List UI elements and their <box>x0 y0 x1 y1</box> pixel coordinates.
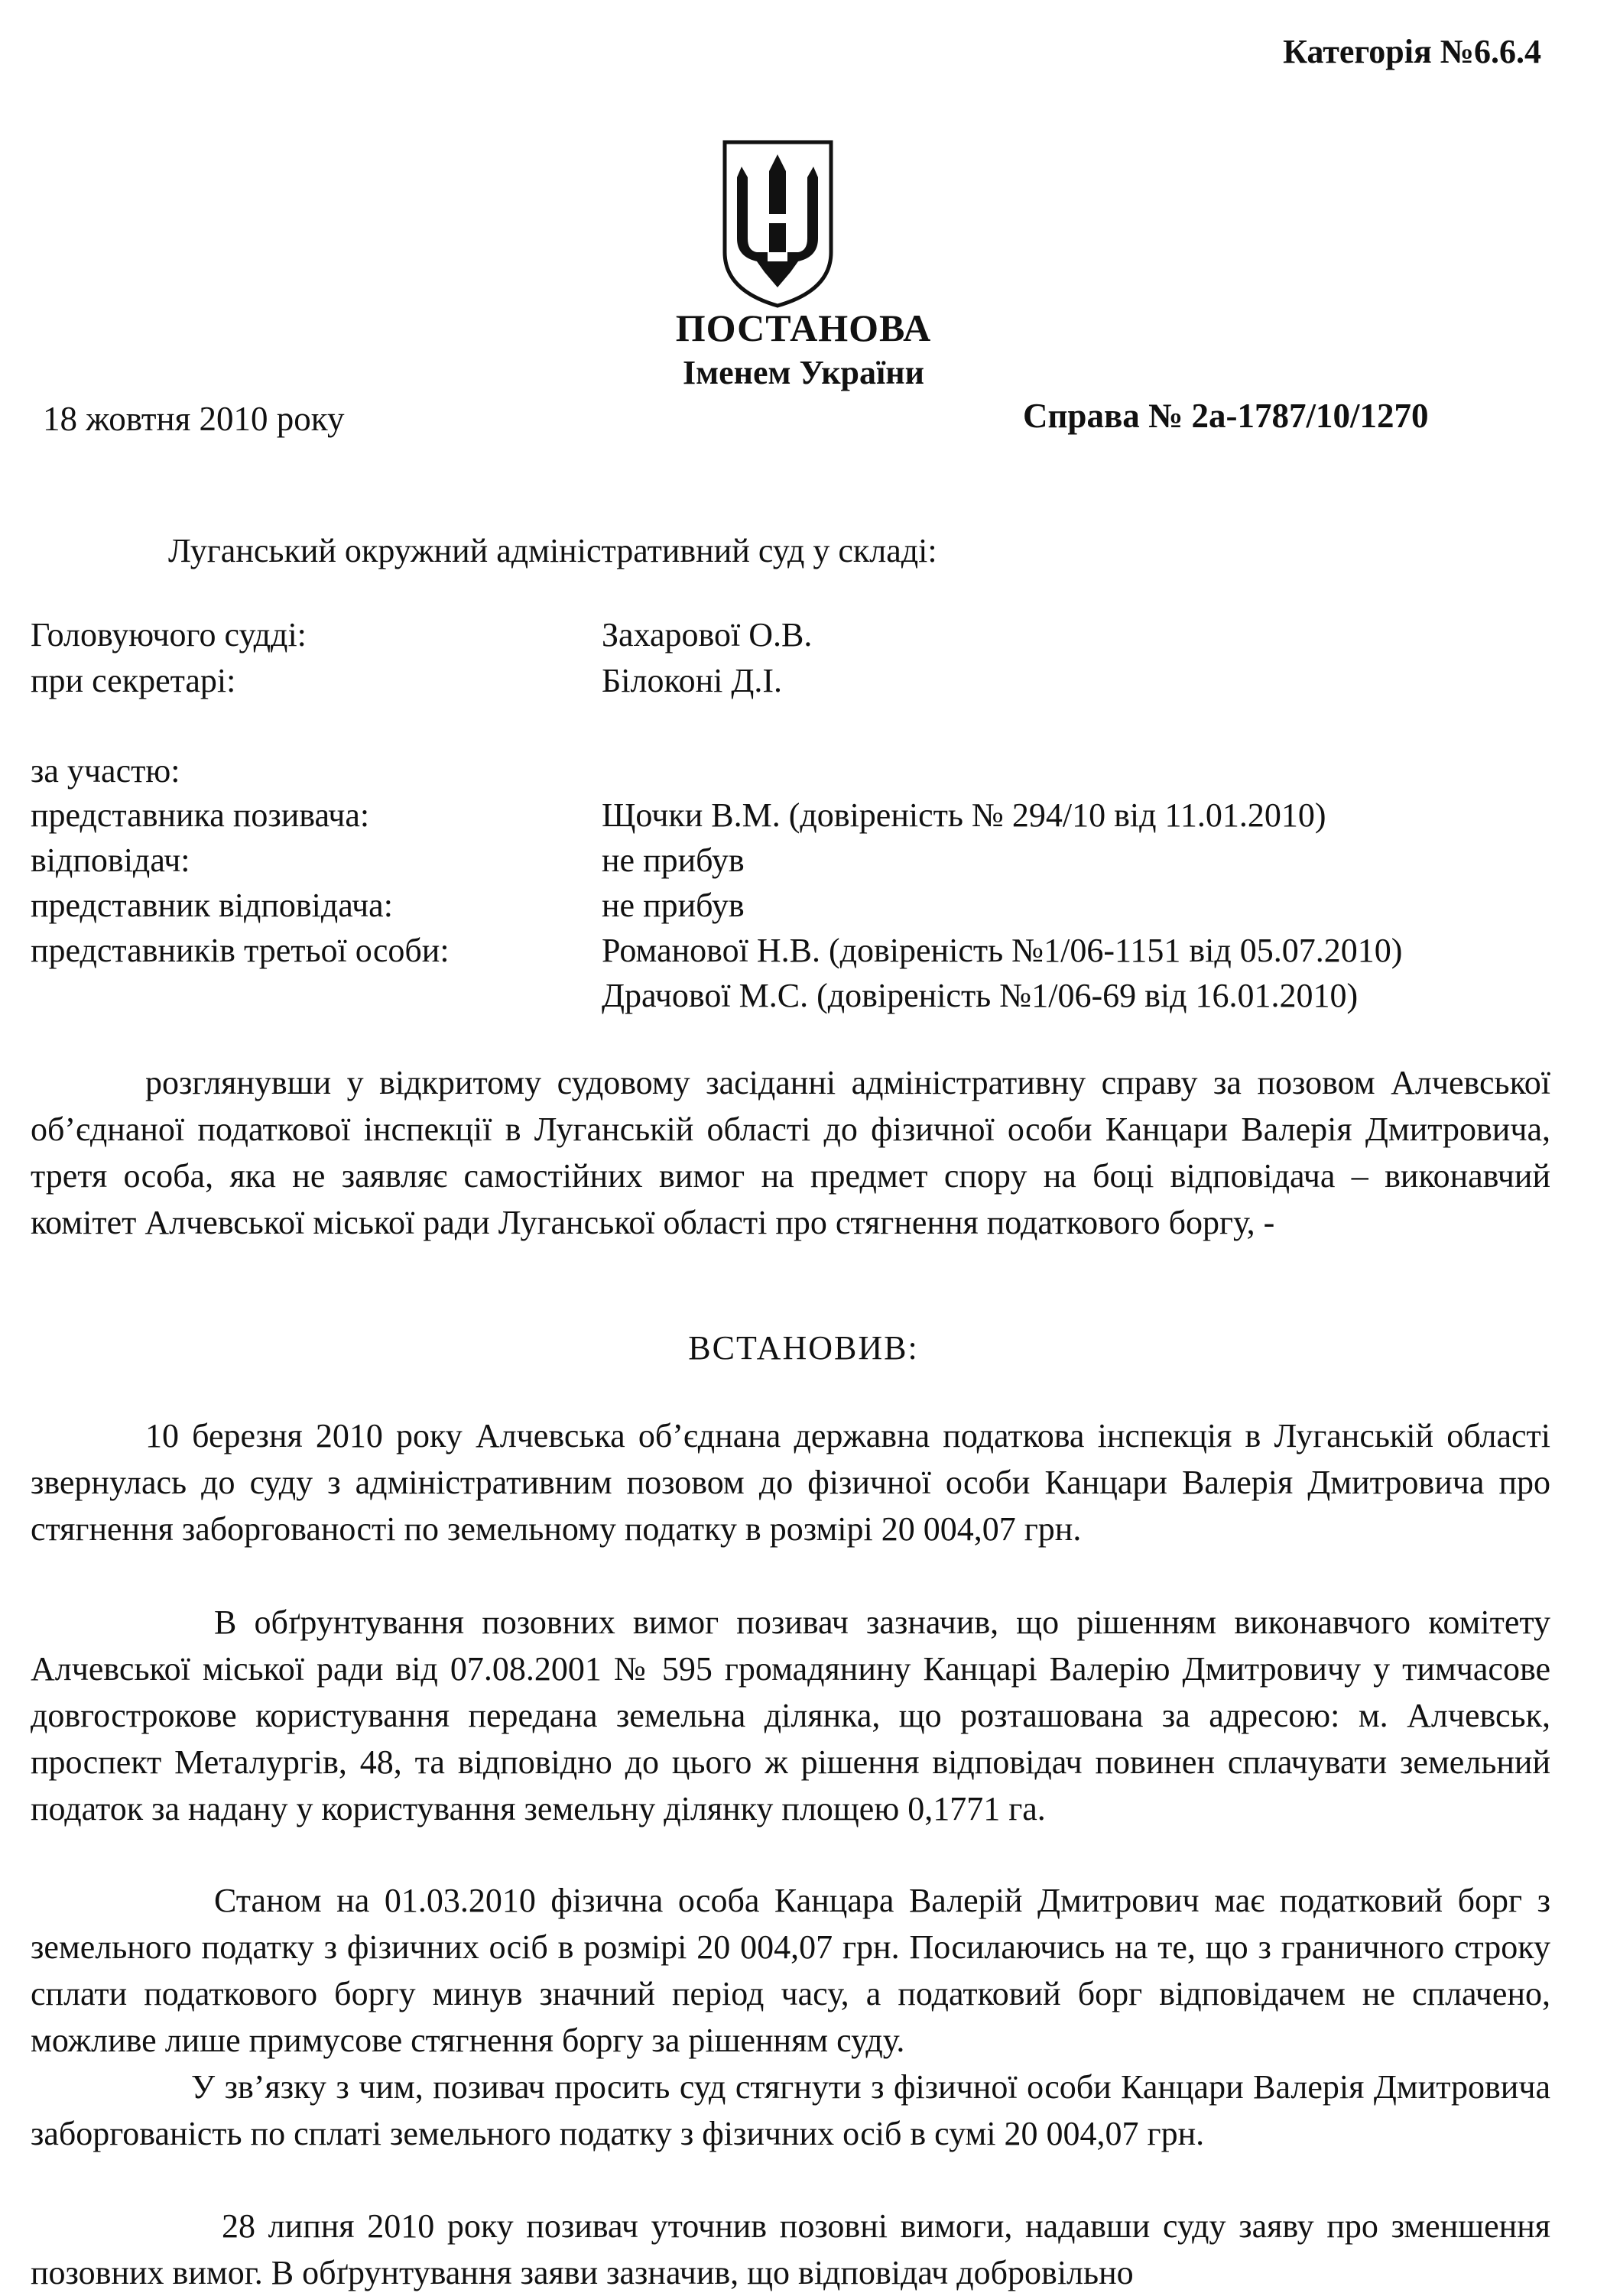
presiding-value: Захарової О.В. <box>602 616 813 653</box>
established-heading: ВСТАНОВИВ: <box>688 1329 919 1367</box>
presiding-label: Головуючого судді: <box>31 616 307 653</box>
paragraph-1: 10 березня 2010 року Алчевська об’єднана державна податкова інспекція в Луганській області звернулась до суду з адміністративним позовом до фізичної особи Канцари Валерія Дмитровича про стягнення заборгованості по земельному податку в розмірі 20 004,07 грн. <box>31 1417 1550 1548</box>
third-party-value-1: Романової Н.В. (довіреність №1/06-1151 від 05.07.2010) <box>602 932 1403 969</box>
category-label: Категорія №6.6.4 <box>1283 33 1541 70</box>
paragraph-5: 28 липня 2010 року позивач уточнив позовні вимоги, надавши суду заяву про зменшення позовних вимог. В обґрунтування заяви зазначив, що відповідач добровільно <box>31 2207 1550 2291</box>
defendant-rep-label: представник відповідача: <box>31 887 393 924</box>
court-composition: Луганський окружний адміністративний суд у складі: <box>168 532 937 569</box>
secretary-value: Білоконі Д.І. <box>602 662 783 699</box>
document-subtitle: Іменем України <box>683 354 924 391</box>
plaintiff-rep-value: Щочки В.М. (довіреність № 294/10 від 11.01.2010) <box>602 796 1326 834</box>
paragraph-3: Станом на 01.03.2010 фізична особа Канцара Валерій Дмитрович має податковий борг з земельного податку з фізичних осіб в розмірі 20 004,07 грн. Посилаючись на те, що з граничного строку сплати податкового боргу минув значний період часу, а податковий борг відповідачем не сплачено, можливе лише примусове стягнення боргу за рішенням суду. <box>31 1882 1550 2059</box>
plaintiff-rep-label: представника позивача: <box>31 796 370 834</box>
paragraph-4: У зв’язку з чим, позивач просить суд стягнути з фізичної особи Канцари Валерія Дмитровича заборгованість по сплаті земельного податку з фізичних осіб в сумі 20 004,07 грн. <box>31 2068 1550 2152</box>
defendant-rep-value: не прибув <box>602 887 745 924</box>
secretary-label: при секретарі: <box>31 662 236 699</box>
trident-emblem-icon <box>719 138 837 310</box>
with-label: за участю: <box>31 752 180 790</box>
defendant-value: не прибув <box>602 842 745 879</box>
defendant-label: відповідач: <box>31 842 190 879</box>
intro-paragraph: розглянувши у відкритому судовому засіданні адміністративну справу за позовом Алчевської об’єднаної податкової інспекції в Луганській області до фізичної особи Канцари Валерія Дмитровича, третя особа, яка не заявляє самостійних вимог на предмет спору на боці відповідача – виконавчий комітет Алчевської міської ради Луганської області про стягнення податкового боргу, - <box>31 1064 1550 1241</box>
case-number: Справа № 2а-1787/10/1270 <box>1023 397 1429 435</box>
paragraph-2: В обґрунтування позовних вимог позивач зазначив, що рішенням виконавчого комітету Алчевської міської ради від 07.08.2001 № 595 громадянину Канцарі Валерію Дмитровичу у тимчасове довгострокове користування передана земельна ділянка, що розташована за адресою: м. Алчевськ, проспект Металургів, 48, та відповідно до цього ж рішення відповідач повинен сплачувати земельний податок за надану у користування земельну ділянку площею 0,1771 га. <box>31 1604 1550 1827</box>
document-date: 18 жовтня 2010 року <box>43 400 345 438</box>
document-title: ПОСТАНОВА <box>675 306 932 349</box>
third-party-label: представників третьої особи: <box>31 932 450 969</box>
third-party-value-2: Драчової М.С. (довіреність №1/06-69 від 16.01.2010) <box>602 977 1359 1014</box>
